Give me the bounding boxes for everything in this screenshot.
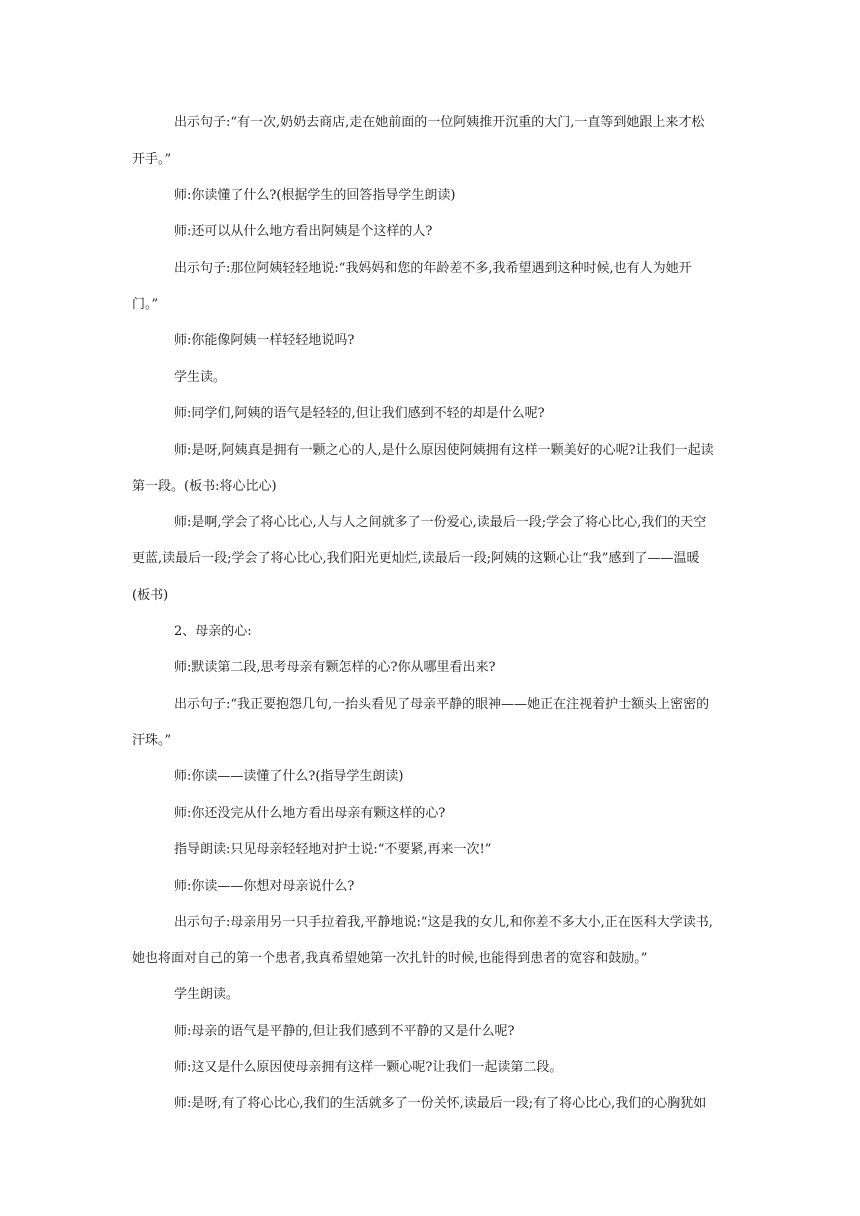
paragraph-line: 师:你读懂了什么?(根据学生的回答指导学生朗读) xyxy=(174,188,456,203)
paragraph-line: 出示句子:“有一次,奶奶去商店,走在她前面的一位阿姨推开沉重的大门,一直等到她跟上来才松 xyxy=(174,115,705,130)
paragraph-line: 汗珠。” xyxy=(132,733,172,748)
paragraph-line: 师:你读——你想对母亲说什么? xyxy=(174,879,355,894)
paragraph-line: 更蓝,读最后一段;学会了将心比心,我们阳光更灿烂,读最后一段;阿姨的这颗心让“我”感到了——温暖 xyxy=(132,551,700,566)
paragraph-line: 师:你能像阿姨一样轻轻地说吗? xyxy=(174,333,355,348)
paragraph-line: 师:你读——读懂了什么?(指导学生朗读) xyxy=(174,769,404,784)
paragraph-line: 出示句子:“我正要抱怨几句,一抬头看见了母亲平静的眼神——她正在注视着护士额头上密密的 xyxy=(174,697,710,712)
paragraph-line: 师:同学们,阿姨的语气是轻轻的,但让我们感到不轻的却是什么呢? xyxy=(174,406,545,421)
paragraph-line: 师:你还没完从什么地方看出母亲有颗这样的心? xyxy=(174,806,446,821)
paragraph-line: 师:母亲的语气是平静的,但让我们感到不平静的又是什么呢? xyxy=(174,1024,515,1039)
paragraph-line: 开手。” xyxy=(132,152,172,167)
paragraph-line: 师:是啊,学会了将心比心,人与人之间就多了一份爱心,读最后一段;学会了将心比心,我们的天空 xyxy=(174,515,707,530)
paragraph-line: 门。” xyxy=(132,297,159,312)
paragraph-line: 她也将面对自己的第一个患者,我真希望她第一次扎针的时候,也能得到患者的宽容和鼓励。” xyxy=(132,951,648,966)
paragraph-line: 学生读。 xyxy=(174,370,227,385)
paragraph-line: 学生朗读。 xyxy=(174,987,240,1002)
paragraph-line: 师:还可以从什么地方看出阿姨是个这样的人? xyxy=(174,224,433,239)
paragraph-line: 出示句子:母亲用另一只手拉着我,平静地说:“这是我的女儿,和你差不多大小,正在医科大学读书, xyxy=(174,915,713,930)
paragraph-line: 出示句子:那位阿姨轻轻地说:“我妈妈和您的年龄差不多,我希望遇到这种时候,也有人为她开 xyxy=(174,261,692,276)
paragraph-line: 师:是呀,有了将心比心,我们的生活就多了一份关怀,读最后一段;有了将心比心,我们的心胸犹如 xyxy=(174,1096,707,1111)
section-heading: 2、母亲的心: xyxy=(174,624,252,639)
paragraph-line: 指导朗读:只见母亲轻轻地对护士说:“不要紧,再来一次!” xyxy=(174,842,492,857)
paragraph-line: 师:是呀,阿姨真是拥有一颗之心的人,是什么原因使阿姨拥有这样一颗美好的心呢?让我们一起读 xyxy=(174,443,714,458)
paragraph-line: 第一段。(板书:将心比心) xyxy=(132,479,277,494)
paragraph-line: 师:这又是什么原因使母亲拥有这样一颗心呢?让我们一起读第二段。 xyxy=(174,1060,563,1075)
paragraph-line: 师:默读第二段,思考母亲有颗怎样的心?你从哪里看出来? xyxy=(174,660,496,675)
paragraph-line: (板书) xyxy=(132,588,169,603)
